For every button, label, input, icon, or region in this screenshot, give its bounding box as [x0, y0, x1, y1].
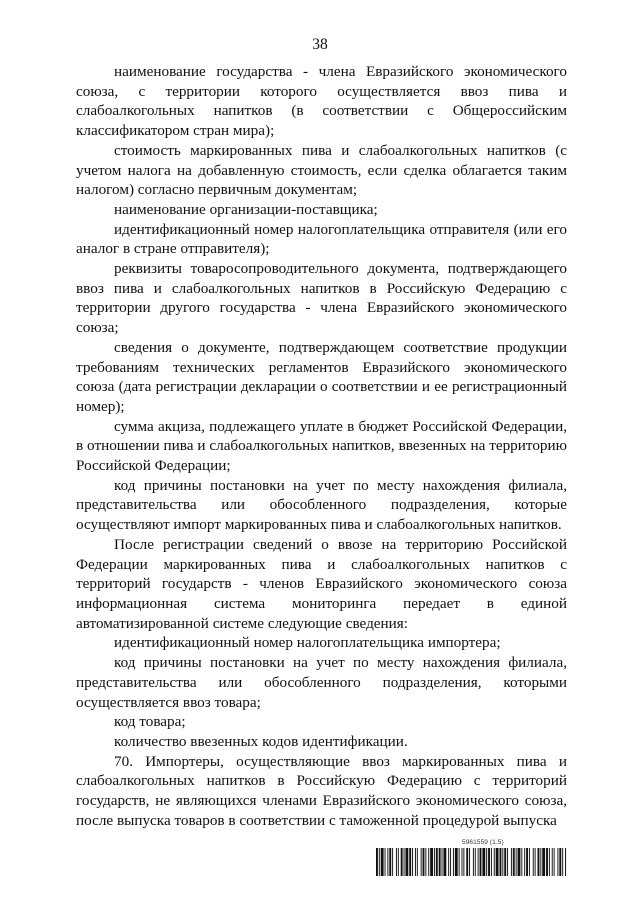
paragraph: сведения о документе, подтверждающем соответствие продукции требованиям технических регламентов Евразийского экономического союза (дата регистрации декларации о соответствии и ее регистрационный номер);	[76, 338, 567, 415]
paragraph: код причины постановки на учет по месту нахождения филиала, представительства или обособленного подразделения, которые осуществляют импорт маркированных пива и слабоалкогольных напитков.	[76, 476, 567, 534]
paragraph: идентификационный номер налогоплательщика отправителя (или его аналог в стране отправителя);	[76, 220, 567, 258]
paragraph: 70. Импортеры, осуществляющие ввоз маркированных пива и слабоалкогольных напитков в Российскую Федерацию с территорий государств, не являющихся членами Евразийского экономического союза, после выпуска товаров в соответствии с таможенной процедурой выпуска	[76, 752, 567, 829]
document-code: 5961559 (1.5)	[462, 839, 504, 846]
paragraph: код причины постановки на учет по месту нахождения филиала, представительства или обособленного подразделения, которыми осуществляется ввоз товара;	[76, 654, 567, 711]
barcode	[376, 848, 567, 876]
paragraph: код товара;	[114, 713, 186, 731]
paragraph: наименование государства - члена Евразийского экономического союза, с территории которого осуществляется ввоз пива и слабоалкогольных напитков (в соответствии с Общероссийским классификатором стран мира);	[76, 63, 567, 140]
document-body	[76, 62, 567, 830]
paragraph: сумма акциза, подлежащего уплате в бюджет Российской Федерации, в отношении пива и слабоалкогольных напитков, ввезенных на территорию Российской Федерации;	[76, 417, 567, 475]
paragraph: реквизиты товаросопроводительного документа, подтверждающего ввоз пива и слабоалкогольных напитков в Российскую Федерацию с территории другого государства - члена Евразийского экономического союза;	[76, 260, 567, 337]
paragraph: стоимость маркированных пива и слабоалкогольных напитков (с учетом налога на добавленную стоимость, если сделка облагается таким налогом) согласно первичным документам;	[76, 141, 567, 199]
page-number: 38	[312, 36, 328, 53]
paragraph: идентификационный номер налогоплательщика импортера;	[114, 634, 501, 652]
paragraph: После регистрации сведений о ввозе на территорию Российской Федерации маркированных пива и слабоалкогольных напитков с территорий государств - членов Евразийского экономического союза информационная система мониторинга передает в единой автоматизированной системе следующие сведения:	[76, 535, 567, 632]
paragraph: наименование организации-поставщика;	[114, 200, 378, 218]
paragraph: количество ввезенных кодов идентификации.	[114, 732, 408, 750]
